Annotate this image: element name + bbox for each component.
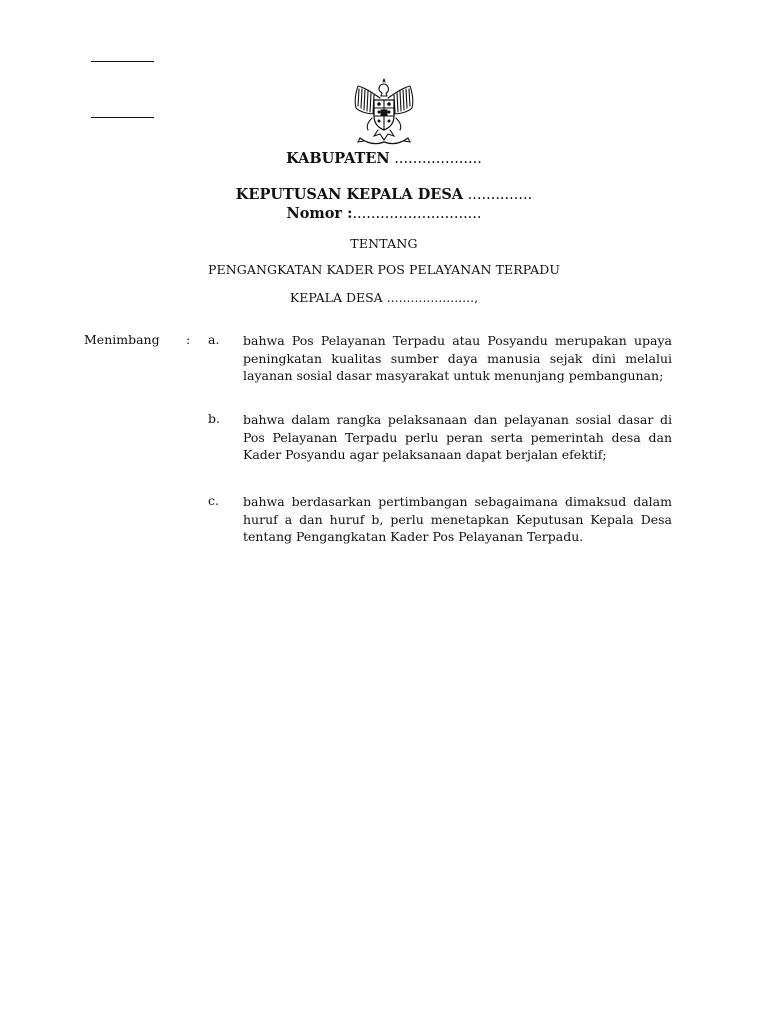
decree-subject-title: PENGANGKATAN KADER POS PELAYANAN TERPADU: [207, 262, 561, 277]
garuda-emblem-icon: [346, 78, 422, 148]
kabupaten-placeholder-dots: ...................: [394, 151, 482, 167]
consideration-letter-a: a.: [208, 332, 220, 347]
consideration-text-a: bahwa Pos Pelayanan Terpadu atau Posyandu merupakan upaya peningkatan kualitas sumber daya manusia sejak dini melalui layanan sosial dasar masyarakat untuk menunjang pembangunan;: [243, 333, 672, 384]
blank-line-top: [91, 61, 154, 62]
tentang-heading: TENTANG: [350, 236, 418, 251]
menimbang-colon: :: [186, 332, 191, 347]
blank-line-bottom: [91, 117, 154, 118]
nomor-placeholder-dots: ............................: [352, 206, 482, 222]
nomor-label: Nomor :: [286, 205, 353, 222]
nomor-heading: [0, 205, 768, 222]
kabupaten-heading: [0, 150, 768, 167]
menimbang-label: Menimbang: [84, 332, 160, 347]
keputusan-placeholder-dots: ..............: [467, 187, 533, 203]
consideration-letter-b: b.: [208, 411, 220, 426]
consideration-text-b: bahwa dalam rangka pelaksanaan dan pelayanan sosial dasar di Pos Pelayanan Terpadu perlu peran serta pemerintah desa dan Kader Posyandu agar pelaksanaan dapat berjalan efektif;: [243, 412, 672, 463]
keputusan-heading: [0, 186, 768, 203]
consideration-letter-c: c.: [208, 493, 219, 508]
kepala-desa-line: KEPALA DESA ......................,: [289, 290, 479, 305]
keputusan-label: KEPUTUSAN KEPALA DESA: [235, 186, 464, 203]
kabupaten-label: KABUPATEN: [286, 150, 390, 167]
consideration-text-c: bahwa berdasarkan pertimbangan sebagaimana dimaksud dalam huruf a dan huruf b, perlu menetapkan Keputusan Kepala Desa tentang Pengangkatan Kader Pos Pelayanan Terpadu.: [243, 494, 672, 545]
